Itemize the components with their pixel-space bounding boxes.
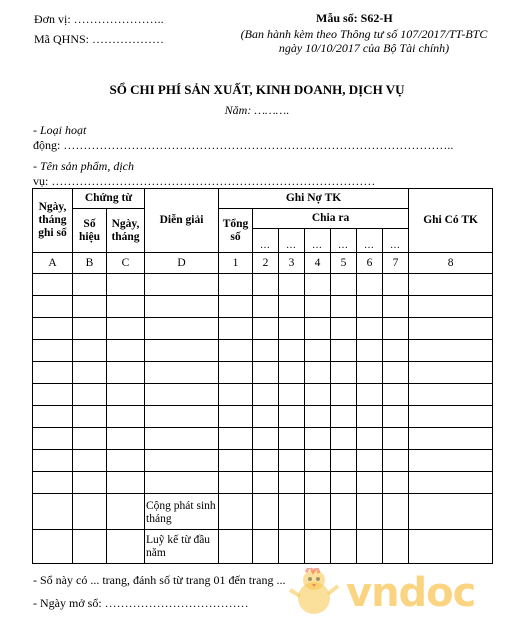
- ledger-cell[interactable]: [145, 274, 219, 296]
- ledger-cell[interactable]: [383, 318, 409, 340]
- ledger-cell[interactable]: [409, 340, 493, 362]
- ledger-cell[interactable]: [331, 340, 357, 362]
- header-voucher-number: Số hiệu: [73, 209, 107, 253]
- ledger-cell[interactable]: [279, 318, 305, 340]
- ledger-cell[interactable]: [279, 340, 305, 362]
- breakdown-account-3: …: [305, 229, 331, 253]
- cell: [279, 530, 305, 564]
- ledger-cell[interactable]: [219, 428, 253, 450]
- year-to-date-label: Luỹ kế từ đầu năm: [145, 530, 219, 564]
- ledger-cell[interactable]: [107, 450, 145, 472]
- cell: [279, 494, 305, 530]
- header-voucher: Chứng từ: [73, 189, 145, 209]
- ledger-cell[interactable]: [219, 296, 253, 318]
- activity-type-label: - Loại hoạt: [33, 123, 87, 137]
- ledger-cell[interactable]: [331, 384, 357, 406]
- vndoc-logo-text: vndoc: [346, 570, 476, 616]
- ledger-cell[interactable]: [331, 428, 357, 450]
- page-title: SỔ CHI PHÍ SẢN XUẤT, KINH DOANH, DỊCH VỤ: [109, 82, 405, 97]
- cell: [219, 530, 253, 564]
- ledger-cell[interactable]: [253, 274, 279, 296]
- ledger-cell[interactable]: [33, 340, 73, 362]
- ledger-cell[interactable]: [33, 296, 73, 318]
- ledger-cell[interactable]: [107, 318, 145, 340]
- ledger-cell[interactable]: [33, 318, 73, 340]
- ledger-cell[interactable]: [357, 296, 383, 318]
- ledger-cell[interactable]: [357, 428, 383, 450]
- page-count-note: - Sổ này có ... trang, đánh số từ trang 01 đến trang ...: [33, 573, 286, 587]
- ledger-cell[interactable]: [305, 362, 331, 384]
- ledger-cell[interactable]: [305, 384, 331, 406]
- column-code: 7: [383, 253, 409, 274]
- ledger-cell[interactable]: [383, 274, 409, 296]
- ledger-cell[interactable]: [73, 362, 107, 384]
- ledger-cell[interactable]: [383, 340, 409, 362]
- column-code: 1: [219, 253, 253, 274]
- ledger-cell[interactable]: [73, 384, 107, 406]
- ledger-cell[interactable]: [73, 406, 107, 428]
- ledger-cell[interactable]: [409, 318, 493, 340]
- column-code: 6: [357, 253, 383, 274]
- ledger-cell[interactable]: [331, 406, 357, 428]
- ledger-cell[interactable]: [33, 384, 73, 406]
- cell: [331, 530, 357, 564]
- column-code: 4: [305, 253, 331, 274]
- header-debit-account: Ghi Nợ TK: [219, 189, 409, 209]
- ledger-cell[interactable]: [357, 450, 383, 472]
- cell: [107, 530, 145, 564]
- ledger-cell[interactable]: [357, 274, 383, 296]
- ledger-cell[interactable]: [409, 406, 493, 428]
- activity-type-dots: động: ……………………………………………………………………………………..: [33, 138, 454, 152]
- ledger-cell[interactable]: [279, 362, 305, 384]
- ledger-cell[interactable]: [107, 472, 145, 494]
- ledger-cell[interactable]: [357, 406, 383, 428]
- ledger-blank-row: [33, 450, 493, 472]
- ledger-cell[interactable]: [331, 450, 357, 472]
- qhns-code-label: Mã QHNS: ………………: [34, 32, 165, 46]
- ledger-cell[interactable]: [33, 450, 73, 472]
- ledger-cell[interactable]: [33, 428, 73, 450]
- ledger-cell[interactable]: [73, 296, 107, 318]
- ledger-blank-row: [33, 340, 493, 362]
- ledger-cell[interactable]: [357, 318, 383, 340]
- header-breakdown: Chia ra: [253, 209, 409, 229]
- ledger-cell[interactable]: [145, 428, 219, 450]
- cell: [383, 494, 409, 530]
- ledger-cell[interactable]: [253, 450, 279, 472]
- ledger-cell[interactable]: [409, 362, 493, 384]
- column-code-row: [33, 253, 493, 274]
- ledger-cell[interactable]: [279, 428, 305, 450]
- product-name-dots: vụ: ………………………………………………………………………: [33, 174, 376, 188]
- ledger-blank-row: [33, 362, 493, 384]
- ledger-cell[interactable]: [73, 318, 107, 340]
- ledger-cell[interactable]: [279, 450, 305, 472]
- ledger-cell[interactable]: [409, 296, 493, 318]
- ledger-cell[interactable]: [305, 274, 331, 296]
- ledger-cell[interactable]: [219, 340, 253, 362]
- ledger-cell[interactable]: [331, 296, 357, 318]
- ledger-table: [32, 188, 493, 564]
- column-code: 2: [253, 253, 279, 274]
- ledger-cell[interactable]: [357, 384, 383, 406]
- column-code: 8: [409, 253, 493, 274]
- cell: [357, 494, 383, 530]
- ledger-cell[interactable]: [279, 384, 305, 406]
- open-date-note: - Ngày mở sổ: ………………………………: [33, 596, 249, 610]
- ledger-blank-row: [33, 384, 493, 406]
- ledger-cell[interactable]: [219, 472, 253, 494]
- breakdown-account-4: …: [331, 229, 357, 253]
- breakdown-account-6: …: [383, 229, 409, 253]
- ledger-blank-row: [33, 318, 493, 340]
- column-code: B: [73, 253, 107, 274]
- header-date-recorded: Ngày, tháng ghi sổ: [33, 189, 73, 253]
- header-credit-account: Ghi Có TK: [409, 189, 493, 253]
- ledger-cell[interactable]: [107, 362, 145, 384]
- ledger-cell[interactable]: [253, 384, 279, 406]
- issued-note-line1: (Ban hành kèm theo Thông tư số 107/2017/TT-BTC: [240, 27, 488, 41]
- column-code: C: [107, 253, 145, 274]
- ledger-cell[interactable]: [107, 274, 145, 296]
- ledger-cell[interactable]: [145, 362, 219, 384]
- ledger-cell[interactable]: [383, 296, 409, 318]
- cell: [73, 530, 107, 564]
- ledger-cell[interactable]: [383, 450, 409, 472]
- ledger-cell[interactable]: [73, 274, 107, 296]
- cell: [253, 494, 279, 530]
- monthly-total-row: [33, 494, 493, 530]
- ledger-blank-row: [33, 406, 493, 428]
- ledger-cell[interactable]: [279, 274, 305, 296]
- ledger-cell[interactable]: [253, 406, 279, 428]
- ledger-cell[interactable]: [305, 428, 331, 450]
- form-number: Mẫu số: S62-H: [316, 11, 393, 25]
- ledger-cell[interactable]: [331, 362, 357, 384]
- breakdown-account-5: …: [357, 229, 383, 253]
- ledger-cell[interactable]: [305, 296, 331, 318]
- ledger-cell[interactable]: [73, 450, 107, 472]
- ledger-cell[interactable]: [331, 472, 357, 494]
- ledger-cell[interactable]: [279, 296, 305, 318]
- ledger-cell[interactable]: [305, 406, 331, 428]
- product-name-label: - Tên sản phẩm, dịch: [33, 159, 134, 173]
- cell: [73, 494, 107, 530]
- ledger-blank-row: [33, 296, 493, 318]
- ledger-cell[interactable]: [279, 472, 305, 494]
- ledger-cell[interactable]: [107, 340, 145, 362]
- ledger-cell[interactable]: [145, 340, 219, 362]
- ledger-cell[interactable]: [357, 362, 383, 384]
- ledger-cell[interactable]: [33, 406, 73, 428]
- ledger-cell[interactable]: [219, 450, 253, 472]
- ledger-cell[interactable]: [253, 428, 279, 450]
- vndoc-watermark: [288, 568, 510, 618]
- cell: [33, 530, 73, 564]
- ledger-cell[interactable]: [145, 472, 219, 494]
- ledger-cell[interactable]: [33, 362, 73, 384]
- ledger-cell[interactable]: [305, 472, 331, 494]
- cell: [357, 530, 383, 564]
- ledger-cell[interactable]: [107, 296, 145, 318]
- ledger-cell[interactable]: [305, 340, 331, 362]
- ledger-cell[interactable]: [73, 428, 107, 450]
- ledger-cell[interactable]: [145, 406, 219, 428]
- ledger-cell[interactable]: [383, 472, 409, 494]
- cell: [219, 494, 253, 530]
- ledger-cell[interactable]: [253, 318, 279, 340]
- ledger-cell[interactable]: [219, 318, 253, 340]
- cell: [33, 494, 73, 530]
- ledger-cell[interactable]: [357, 340, 383, 362]
- ledger-cell[interactable]: [279, 406, 305, 428]
- ledger-cell[interactable]: [145, 450, 219, 472]
- year-line: Năm: ……….: [224, 103, 290, 117]
- ledger-cell[interactable]: [253, 472, 279, 494]
- ledger-cell[interactable]: [253, 296, 279, 318]
- ledger-cell[interactable]: [219, 362, 253, 384]
- ledger-blank-row: [33, 428, 493, 450]
- ledger-cell[interactable]: [219, 274, 253, 296]
- ledger-cell[interactable]: [145, 296, 219, 318]
- ledger-cell[interactable]: [253, 340, 279, 362]
- monthly-total-label: Cộng phát sinh tháng: [145, 494, 219, 530]
- ledger-cell[interactable]: [305, 318, 331, 340]
- column-code: 3: [279, 253, 305, 274]
- issued-note-line2: ngày 10/10/2017 của Bộ Tài chính): [278, 41, 450, 55]
- ledger-cell[interactable]: [219, 406, 253, 428]
- ledger-cell[interactable]: [73, 340, 107, 362]
- ledger-cell[interactable]: [383, 428, 409, 450]
- ledger-cell[interactable]: [409, 428, 493, 450]
- header-voucher-date: Ngày, tháng: [107, 209, 145, 253]
- ledger-cell[interactable]: [253, 362, 279, 384]
- ledger-cell[interactable]: [409, 450, 493, 472]
- ledger-blank-row: [33, 274, 493, 296]
- breakdown-account-2: …: [279, 229, 305, 253]
- ledger-cell[interactable]: [357, 472, 383, 494]
- column-code: 5: [331, 253, 357, 274]
- ledger-cell[interactable]: [383, 362, 409, 384]
- column-code: D: [145, 253, 219, 274]
- ledger-cell[interactable]: [383, 384, 409, 406]
- ledger-cell[interactable]: [305, 450, 331, 472]
- ledger-cell[interactable]: [73, 472, 107, 494]
- cell: [305, 530, 331, 564]
- ledger-cell[interactable]: [409, 472, 493, 494]
- header-total: Tổng số: [219, 209, 253, 253]
- ledger-cell[interactable]: [409, 384, 493, 406]
- ledger-cell[interactable]: [33, 274, 73, 296]
- ledger-cell[interactable]: [145, 384, 219, 406]
- breakdown-account-1: …: [253, 229, 279, 253]
- ledger-cell[interactable]: [107, 406, 145, 428]
- year-to-date-row: [33, 530, 493, 564]
- cell: [409, 530, 493, 564]
- ledger-cell[interactable]: [107, 384, 145, 406]
- cell: [331, 494, 357, 530]
- ledger-cell[interactable]: [145, 318, 219, 340]
- ledger-cell[interactable]: [219, 384, 253, 406]
- cell: [107, 494, 145, 530]
- cell: [409, 494, 493, 530]
- ledger-cell[interactable]: [107, 428, 145, 450]
- header-description: Diễn giải: [145, 189, 219, 253]
- column-code: A: [33, 253, 73, 274]
- ledger-cell[interactable]: [33, 472, 73, 494]
- ledger-cell[interactable]: [383, 406, 409, 428]
- cell: [305, 494, 331, 530]
- cell: [383, 530, 409, 564]
- ledger-cell[interactable]: [331, 318, 357, 340]
- ledger-blank-row: [33, 472, 493, 494]
- unit-label: Đơn vị: …………………..: [34, 12, 164, 26]
- cell: [253, 530, 279, 564]
- ledger-cell[interactable]: [331, 274, 357, 296]
- ledger-cell[interactable]: [409, 274, 493, 296]
